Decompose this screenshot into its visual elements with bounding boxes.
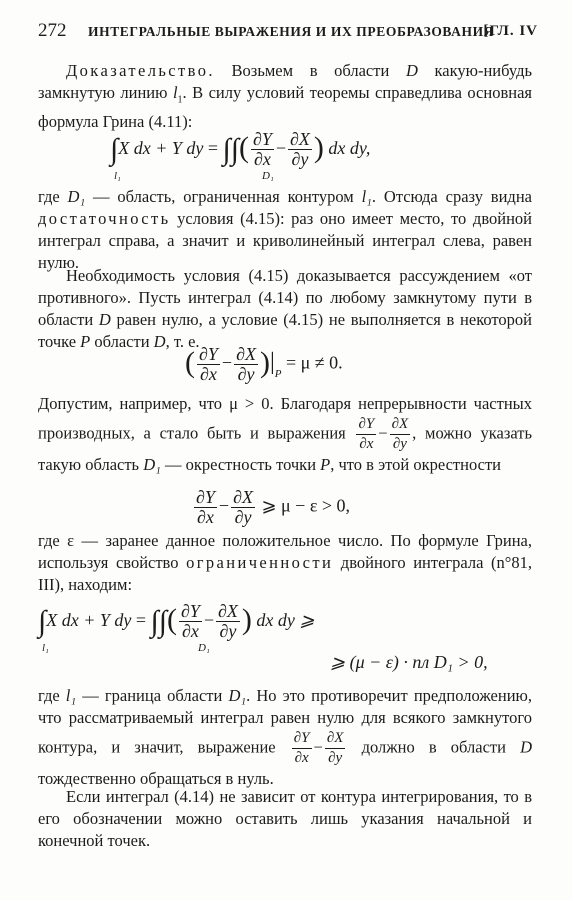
assumption-paragraph: Допустим, например, что μ > 0. Благодаря непрерывности частных производных, а стало быть и выражения $\frac{\partial Y}{\partial x}$ − $\frac{\partial X}{\partial y}$ , можно указать такую область D₁ — окрестность точки P, что в этой окрестности: [38, 394, 532, 474]
page-number: 272: [38, 20, 67, 41]
chapter-label: [ГЛ. IV: [483, 23, 538, 39]
running-header: [38, 20, 538, 48]
neighbourhood-inequality: $\frac{\partial Y}{\partial x}$ − $\frac{\partial X}{\partial y}$ ⩾ μ − ε > 0,: [196, 487, 351, 527]
contradiction-paragraph: где l₁ — граница области D₁. Но это противоречит предположению, что рассматриваемый интеграл равен нулю для всякого замкнутого контура, и значит, выражение $\frac{\partial Y}{\partial x}$ − $\frac{\partial X}{\partial y}$ должно в области D тождественно обращаться в нуль.: [38, 686, 532, 788]
proof-paragraph: Доказательство. Возьмем в области D какую-нибудь замкнутую линию $l_1$. В силу условий теоремы справедлива основная формула Грина (4.11):: [38, 61, 533, 132]
running-title: ИНТЕГРАЛЬНЫЕ ВЫРАЖЕНИЯ И ИХ ПРЕОБРАЗОВАНИЯ: [88, 24, 495, 39]
green-formula: ∫X dx + Y dy = ∫∫( $\frac{\partial Y}{\partial x}$ − $\frac{\partial X}{\partial y}$ ) dx dy, l₁ D₁: [110, 129, 371, 182]
integral-estimate-continuation: ⩾ (μ − ε) · пл D₁ > 0,: [330, 652, 488, 672]
closing-paragraph: Если интеграл (4.14) не зависит от контура интегрирования, то в его обозначении можно оставить лишь указания начальной и конечной точек.: [38, 787, 532, 850]
necessity-paragraph: Необходимость условия (4.15) доказывается рассуждением «от противного». Пусть интеграл (4.14) по любому замкнутому пути в области D равен нулю, а условие (4.15) не выполняется в некоторой точке P области D, т. е.: [38, 266, 532, 351]
condition-violation-formula: ( $\frac{\partial Y}{\partial x}$ − $\frac{\partial X}{\partial y}$ )$|_P = \mu \ne 0$.: [185, 344, 343, 384]
proof-label: Доказательство.: [66, 61, 215, 80]
boundedness-paragraph: где ε — заранее данное положительное число. По формуле Грина, используя свойство ограниченности двойного интеграла (n°81, III), находим:: [38, 531, 532, 594]
integral-estimate: ∫X dx + Y dy = ∫∫( $\frac{\partial Y}{\partial x}$ − $\frac{\partial X}{\partial y}$ ) dx dy ⩾ l₁ D₁: [38, 601, 315, 654]
sufficiency-paragraph: где D₁ — область, ограниченная контуром l₁. Отсюда сразу видна достаточность условия (4.15): раз оно имеет место, то двойной интеграл справа, а значит и криволинейный интеграл слева, равен нулю.: [38, 187, 532, 272]
